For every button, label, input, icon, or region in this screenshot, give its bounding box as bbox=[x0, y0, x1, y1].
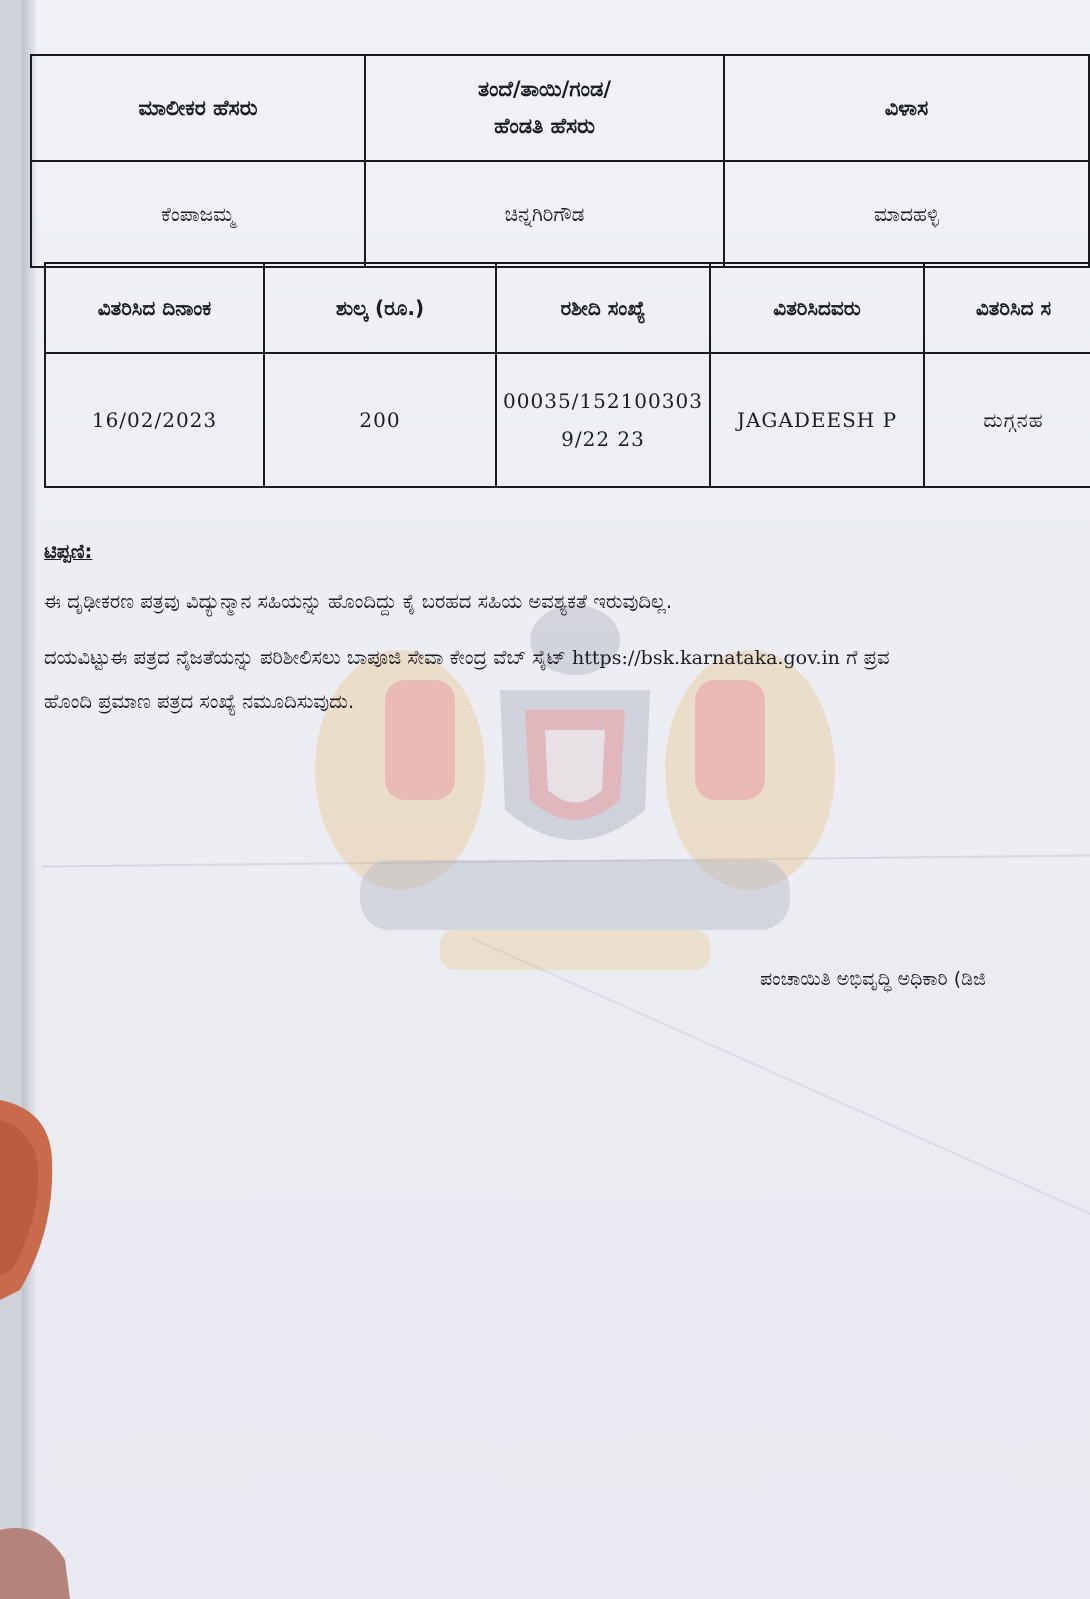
owner-details-table bbox=[30, 54, 1090, 268]
issue-details-table bbox=[44, 262, 1090, 488]
issued-place-value: ದುಗ್ಗನಹ bbox=[924, 353, 1090, 487]
note-heading: ಟಿಪ್ಪಣಿ: bbox=[44, 540, 93, 563]
hand-holding-paper bbox=[0, 1100, 60, 1300]
header-issued-by: ವಿತರಿಸಿದವರು bbox=[710, 263, 924, 353]
fee-value: 200 bbox=[264, 353, 496, 487]
signatory-title: ಪಂಚಾಯಿತಿ ಅಭಿವೃದ್ಧಿ ಅಧಿಕಾರಿ (ಡಿಜಿ bbox=[760, 968, 986, 990]
header-relation-line2: ಹೆಂಡತಿ ಹೆಸರು bbox=[494, 114, 595, 138]
relation-name-value: ಚಿನ್ನಗಿರಿಗೌಡ bbox=[365, 161, 724, 267]
note-line-1: ಈ ದೃಢೀಕರಣ ಪತ್ರವು ವಿದ್ಯುನ್ಮಾನ ಸಹಿಯನ್ನು ಹೊಂದಿದ್ದು ಕೈ ಬರಹದ ಸಹಿಯ ಅವಶ್ಯಕತೆ ಇರುವುದಿಲ್ಲ. bbox=[44, 590, 673, 613]
shield-icon bbox=[500, 605, 650, 840]
receipt-number-line1: 00035/152100303 bbox=[503, 389, 703, 413]
header-relation-line1: ತಂದೆ/ತಾಯಿ/ಗಂಡ/ bbox=[478, 77, 611, 101]
header-receipt-number: ರಶೀದಿ ಸಂಖ್ಯೆ bbox=[496, 263, 710, 353]
header-fee: ಶುಲ್ಕ (ರೂ.) bbox=[264, 263, 496, 353]
left-lion-icon bbox=[315, 650, 485, 890]
header-issue-date: ವಿತರಿಸಿದ ದಿನಾಂಕ bbox=[45, 263, 264, 353]
note-line-2-suffix: ಗೆ ಪ್ರವ bbox=[846, 646, 890, 669]
note-line-3: ಹೊಂದಿ ಪ್ರಮಾಣ ಪತ್ರದ ಸಂಖ್ಯೆ ನಮೂದಿಸುವುದು. bbox=[44, 690, 355, 713]
header-owner-name: ಮಾಲೀಕರ ಹೆಸರು bbox=[31, 55, 365, 161]
note-line-2-prefix: ದಯವಿಟ್ಟುಈ ಪತ್ರದ ನೈಜತೆಯನ್ನು ಪರಿಶೀಲಿಸಲು ಬಾಪೂಜಿ ಸೇವಾ ಕೇಂದ್ರ ವೆಬ್ ಸೈಟ್ bbox=[44, 646, 566, 669]
note-line-2 bbox=[44, 646, 890, 669]
owner-name-value: ಕೆಂಪಾಜಮ್ಮ bbox=[31, 161, 365, 267]
issue-header-row bbox=[45, 263, 1090, 353]
verification-link[interactable]: https://bsk.karnataka.gov.in bbox=[572, 647, 840, 669]
receipt-number-value bbox=[496, 353, 710, 487]
right-lion-icon bbox=[665, 650, 835, 890]
state-emblem-watermark bbox=[290, 560, 860, 1000]
issue-date-value: 16/02/2023 bbox=[45, 353, 264, 487]
hand-bottom bbox=[0, 1520, 70, 1599]
owner-value-row bbox=[31, 161, 1089, 267]
issue-value-row bbox=[45, 353, 1090, 487]
owner-header-row bbox=[31, 55, 1089, 161]
header-relation-name bbox=[365, 55, 724, 161]
emblem-base-icon bbox=[360, 860, 790, 970]
receipt-number-line2: 9/22 23 bbox=[561, 427, 645, 451]
address-value: ಮಾದಹಳ್ಳಿ bbox=[724, 161, 1089, 267]
header-issued-place: ವಿತರಿಸಿದ ಸ bbox=[924, 263, 1090, 353]
header-address: ವಿಳಾಸ bbox=[724, 55, 1089, 161]
issued-by-value: JAGADEESH P bbox=[710, 353, 924, 487]
